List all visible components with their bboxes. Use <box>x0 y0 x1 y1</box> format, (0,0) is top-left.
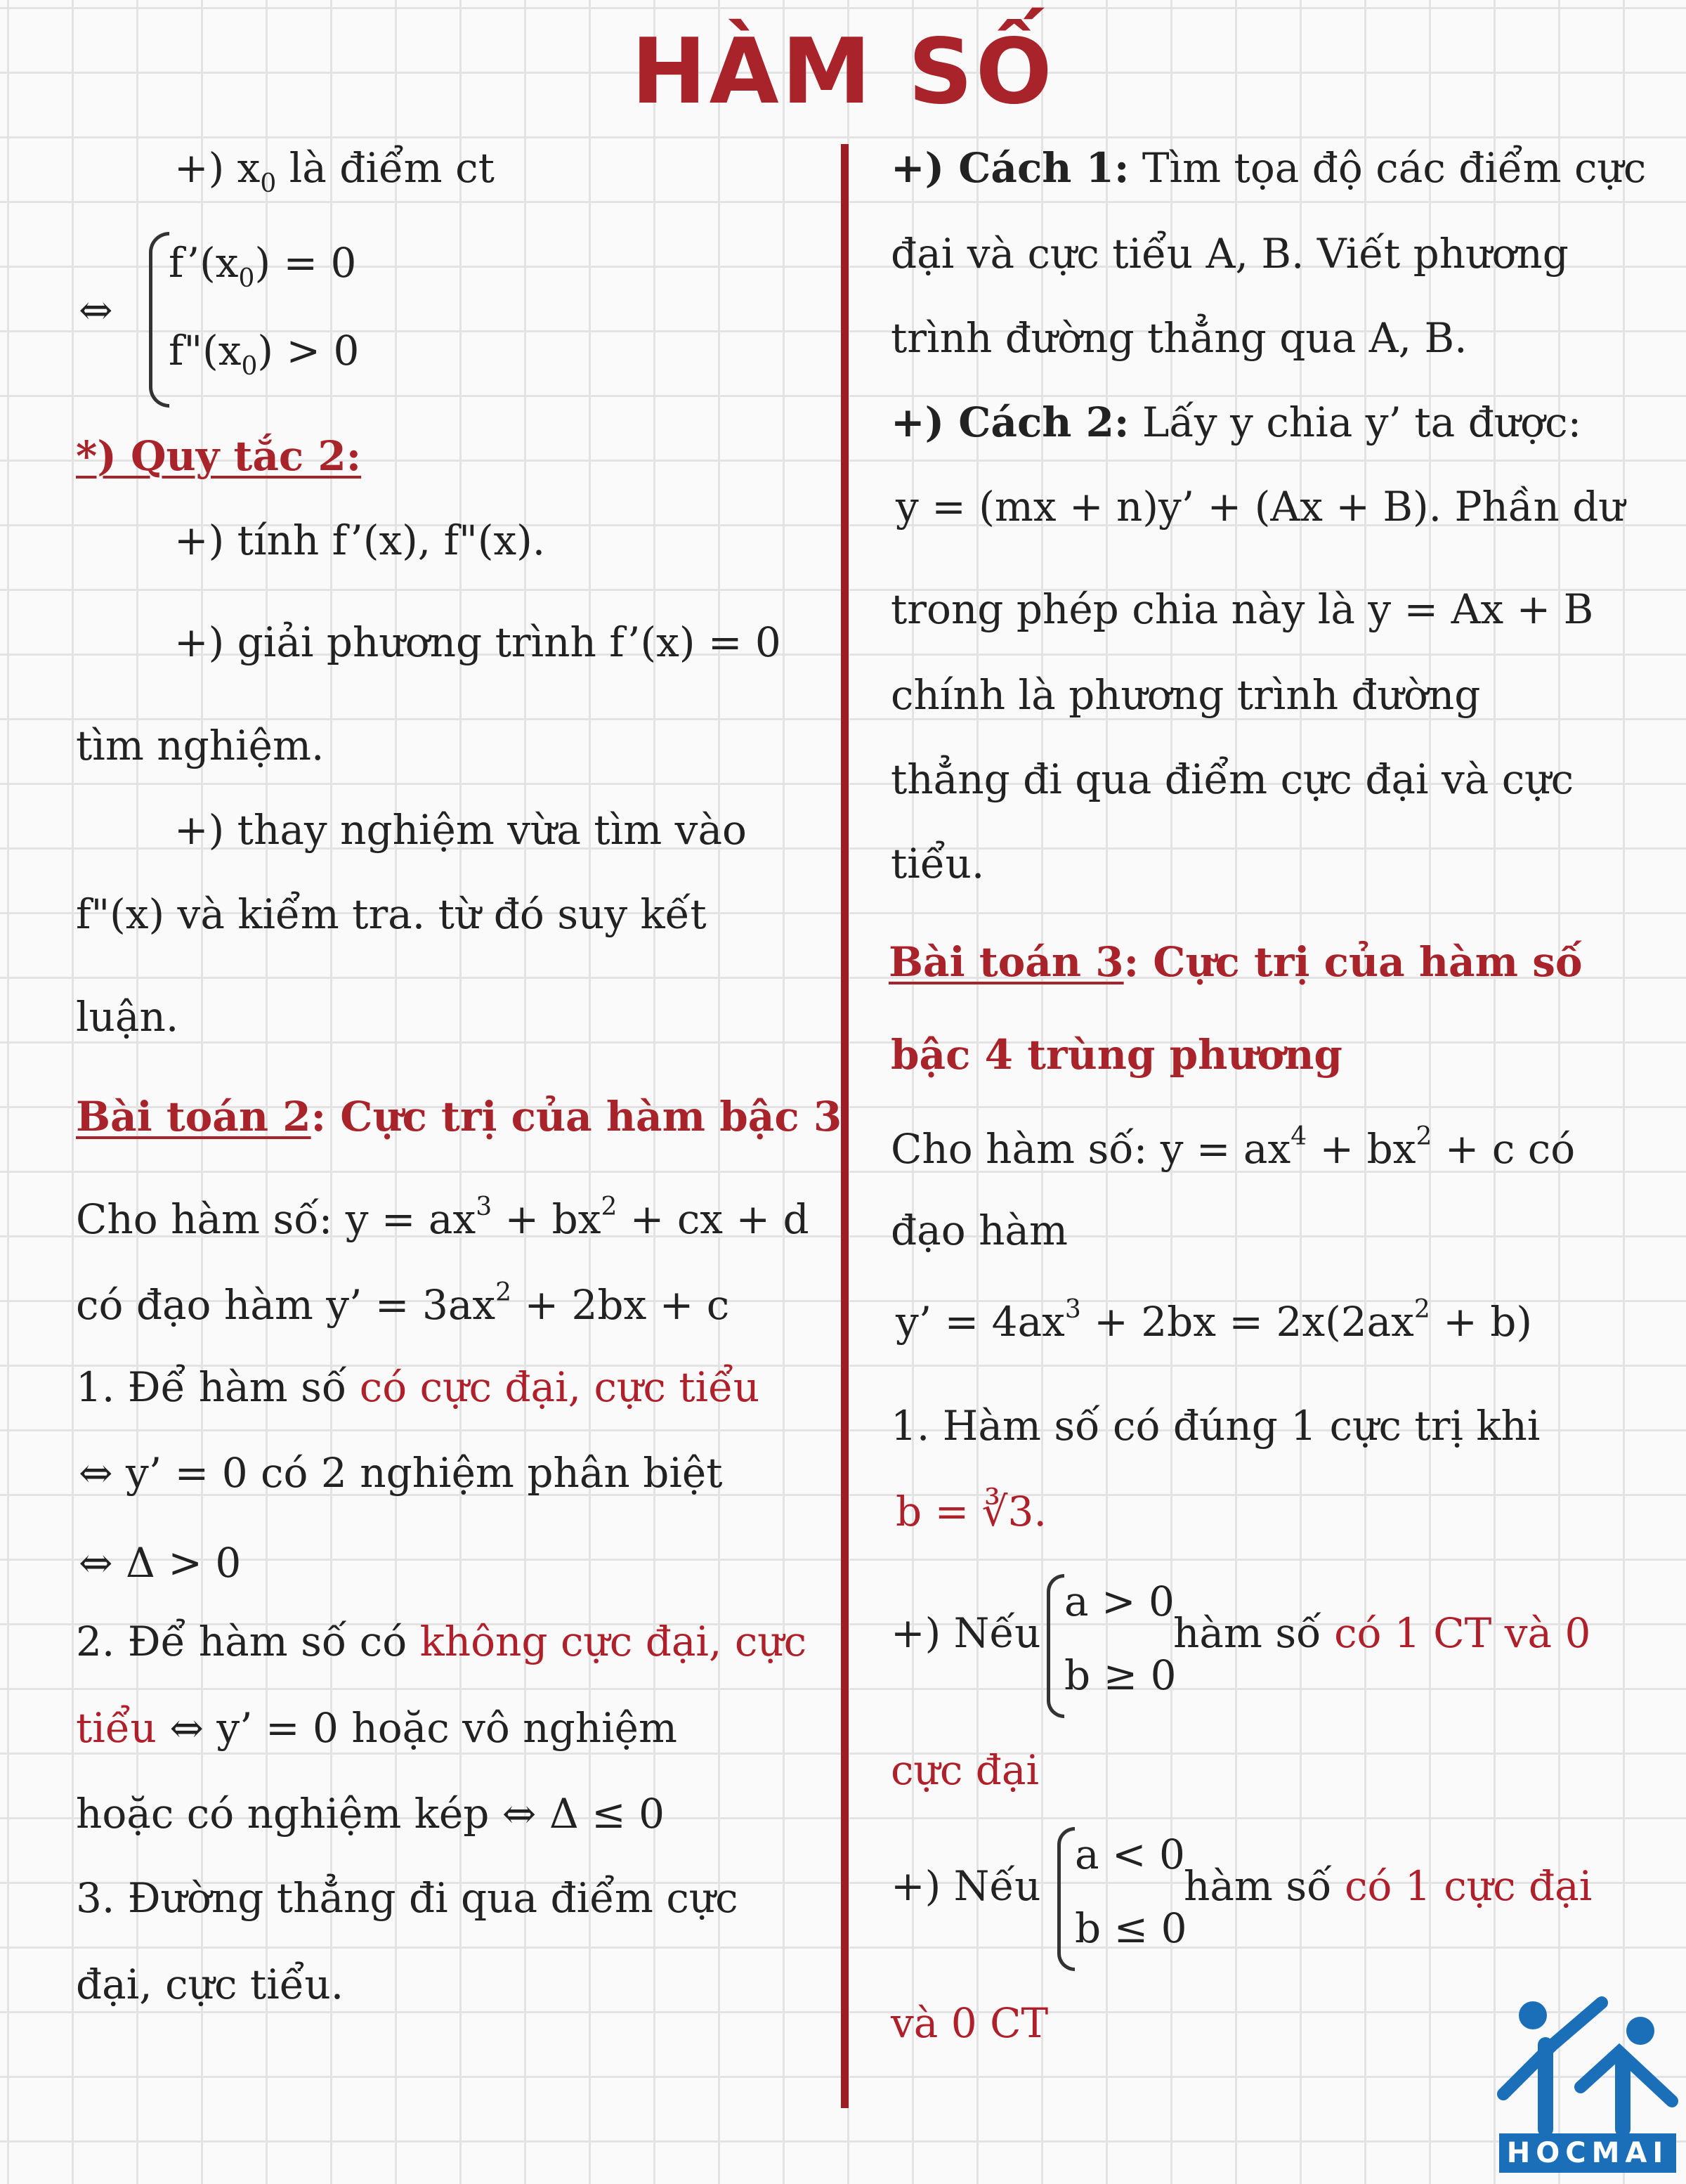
bt2-title: : Cực trị của hàm bậc 3 <box>311 1093 842 1140</box>
bt3-heading-cont: bậc 4 trùng phương <box>891 1031 1342 1079</box>
case1-result <box>1173 1609 1591 1657</box>
rule2-step3-cont: f"(x) và kiểm tra. từ đó suy kết <box>76 890 707 938</box>
rule2-heading: *) Quy tắc 2: <box>76 432 362 480</box>
bt3-label: Bài toán 3 <box>889 938 1124 986</box>
bt2-line1-exp2: 2 <box>601 1192 617 1221</box>
bt2-heading <box>76 1093 842 1140</box>
ct-prefix: +) x <box>174 144 261 192</box>
cond1-post: ) = 0 <box>254 239 357 287</box>
rule2-step1: +) tính f’(x), f"(x). <box>174 516 546 564</box>
item2-condition-text: ⇔ y’ = 0 hoặc vô nghiệm <box>169 1704 677 1752</box>
case2-result-text: hàm số <box>1184 1862 1332 1910</box>
item2-text: 2. Để hàm số có <box>76 1618 407 1665</box>
ct-sub: 0 <box>260 169 277 198</box>
item2-line <box>76 1618 807 1665</box>
case1-prefix: +) Nếu <box>891 1609 1041 1657</box>
page-title: HÀM SỐ <box>631 20 1055 124</box>
item1-highlight: có cực đại, cực tiểu <box>359 1363 760 1411</box>
rule2-step3: +) thay nghiệm vừa tìm vào <box>174 806 747 854</box>
case2-cond1: a < 0 <box>1075 1831 1185 1878</box>
bt3-line3-b: + 2bx = 2x(2ax <box>1080 1298 1414 1346</box>
bt2-line1-b: + bx <box>492 1195 601 1243</box>
bt3-line3-a: y’ = 4ax <box>896 1298 1065 1346</box>
bt3-line3-exp1: 3 <box>1064 1295 1081 1324</box>
bt3-result1: 1. Hàm số có đúng 1 cực trị khi <box>891 1402 1541 1450</box>
method2-text: Lấy y chia y’ ta được: <box>1142 398 1582 446</box>
method1-label: +) Cách 1: <box>891 144 1130 192</box>
bt3-line1-c: + c có <box>1432 1125 1576 1173</box>
cond2-post: ) > 0 <box>257 327 360 375</box>
bt3-result1-condition: b = ∛3. <box>896 1488 1047 1535</box>
case2-highlight-cont: và 0 CT <box>891 1999 1049 2047</box>
bt2-line2-b: + 2bx + c <box>511 1281 730 1329</box>
condition-second-derivative <box>169 327 360 381</box>
bt3-function-line <box>891 1122 1576 1173</box>
item3-line: 3. Đường thẳng đi qua điểm cực <box>76 1874 738 1922</box>
bt2-label: Bài toán 2 <box>76 1093 311 1140</box>
method2-line5: thẳng đi qua điểm cực đại và cực <box>891 755 1574 803</box>
ct-rest: là điểm ct <box>289 144 495 192</box>
bt2-line1-text: Cho hàm số: <box>76 1195 333 1243</box>
case2-prefix: +) Nếu <box>891 1862 1041 1910</box>
bt2-line1-a: y = ax <box>345 1195 476 1243</box>
condition-first-derivative <box>169 239 357 293</box>
method2-line4: chính là phương trình đường <box>891 671 1481 719</box>
bt3-line1-b: + bx <box>1307 1125 1416 1173</box>
rule2-step2-cont: tìm nghiệm. <box>76 722 325 769</box>
case2-brace <box>1057 1827 1075 1971</box>
hocmai-logo-text: HOCMAI <box>1499 2133 1676 2173</box>
bt3-heading <box>889 938 1583 986</box>
column-divider <box>841 144 849 2108</box>
bt2-line2-a: y’ = 3ax <box>326 1281 496 1329</box>
bt2-line2-text: có đạo hàm <box>76 1281 313 1329</box>
cond1-pre: f’(x <box>169 239 239 287</box>
rule2-step2: +) giải phương trình f’(x) = 0 <box>174 618 781 666</box>
bt2-derivative-line <box>76 1278 730 1329</box>
item2-highlight-cont: tiểu <box>76 1704 157 1752</box>
bt2-line2-exp: 2 <box>495 1278 512 1307</box>
cond1-sub: 0 <box>238 264 255 293</box>
cond2-sub: 0 <box>241 352 258 381</box>
case1-result-text: hàm số <box>1173 1609 1321 1657</box>
bt2-function-line <box>76 1192 809 1243</box>
iff-symbol: ⇔ <box>79 286 113 334</box>
rule2-step3-end: luận. <box>76 993 179 1041</box>
item2-condition-cont: hoặc có nghiệm kép ⇔ Δ ≤ 0 <box>76 1790 665 1838</box>
method2-remainder: trong phép chia này là y = Ax + B <box>891 585 1594 633</box>
method2-line <box>891 398 1582 446</box>
bt3-derivative-line <box>896 1295 1533 1346</box>
case2-result <box>1184 1862 1593 1910</box>
method1-text: Tìm tọa độ các điểm cực <box>1142 144 1647 192</box>
cond2-pre: f"(x <box>169 327 242 375</box>
method2-line6: tiểu. <box>891 840 985 888</box>
bt2-line1-exp1: 3 <box>476 1192 492 1221</box>
bt3-line1-exp1: 4 <box>1290 1122 1307 1151</box>
method1-line2: đại và cực tiểu A, B. Viết phương <box>891 230 1569 278</box>
case2-highlight: có 1 cực đại <box>1345 1862 1593 1910</box>
bt3-line1-text: Cho hàm số: <box>891 1125 1148 1173</box>
item1-line <box>76 1363 760 1411</box>
case1-brace <box>1047 1574 1064 1718</box>
bt3-derivative-label: đạo hàm <box>891 1207 1068 1254</box>
item2-highlight: không cực đại, cực <box>419 1618 807 1665</box>
method1-line <box>891 144 1647 192</box>
item2-condition <box>76 1704 677 1752</box>
bt3-line3-c: + b) <box>1430 1298 1533 1346</box>
case1-highlight: có 1 CT và 0 <box>1334 1609 1591 1657</box>
case1-highlight-cont: cực đại <box>891 1746 1040 1794</box>
bt2-line1-c: + cx + d <box>617 1195 809 1243</box>
item1-delta: ⇔ Δ > 0 <box>79 1539 242 1587</box>
item1-condition: ⇔ y’ = 0 có 2 nghiệm phân biệt <box>79 1449 723 1497</box>
case1-cond2: b ≥ 0 <box>1064 1651 1177 1699</box>
bt3-line3-exp2: 2 <box>1413 1295 1430 1324</box>
ct-point-line <box>174 144 495 198</box>
method1-line3: trình đường thẳng qua A, B. <box>891 314 1468 362</box>
method2-label: +) Cách 2: <box>891 398 1130 446</box>
case1-cond1: a > 0 <box>1064 1578 1175 1625</box>
system-brace <box>149 232 169 408</box>
item3-line-cont: đại, cực tiểu. <box>76 1961 344 2008</box>
bt3-title: : Cực trị của hàm số <box>1123 938 1583 986</box>
case2-cond2: b ≤ 0 <box>1075 1904 1187 1952</box>
bt3-line1-a: y = ax <box>1160 1125 1291 1173</box>
bt3-line1-exp2: 2 <box>1416 1122 1432 1151</box>
item1-text: 1. Để hàm số <box>76 1363 347 1411</box>
method2-division: y = (mx + n)y’ + (Ax + B). Phần dư <box>896 483 1625 531</box>
